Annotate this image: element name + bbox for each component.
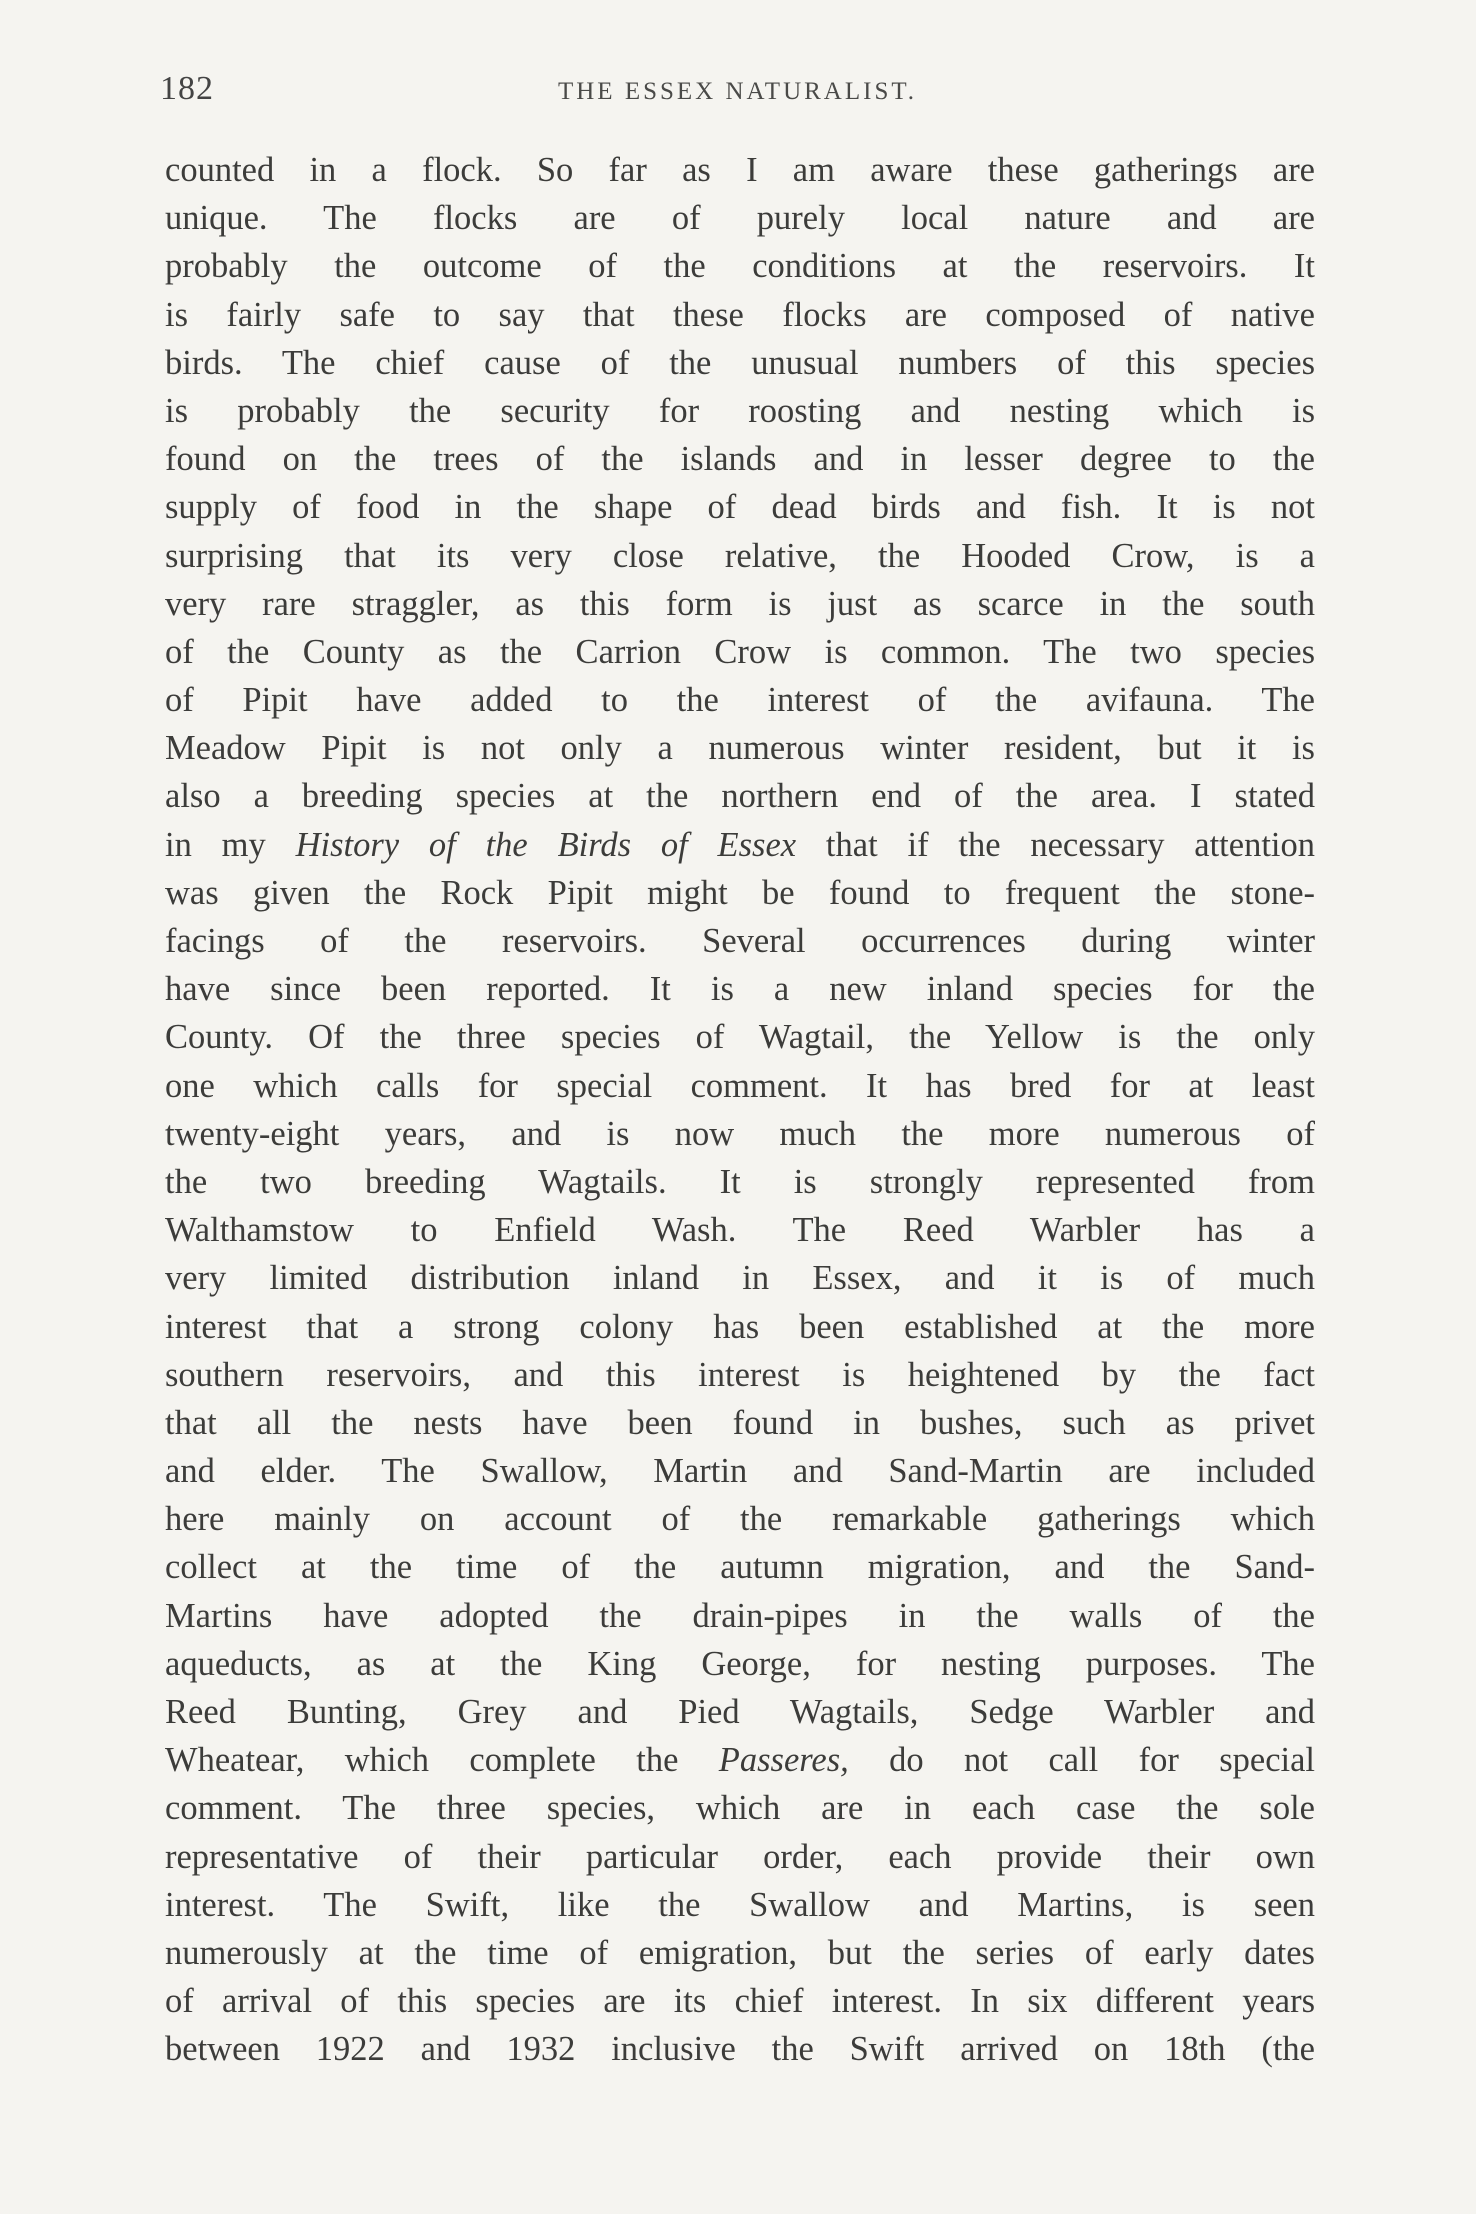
text-line: of arrival of this species are its chief interest. In six different years — [165, 1982, 1315, 2021]
text-line: very rare straggler, as this form is just as scarce in the south — [165, 584, 1315, 623]
text-line: is fairly safe to say that these flocks are composed of native — [165, 295, 1315, 334]
text-line: numerously at the time of emigration, but the series of early dates — [165, 1933, 1315, 1972]
text-line: unique. The flocks are of purely local nature and are — [165, 199, 1315, 238]
text-line: have since been reported. It is a new inland species for the — [165, 970, 1315, 1009]
text-line: supply of food in the shape of dead birds and fish. It is not — [165, 488, 1315, 527]
text-line: Reed Bunting, Grey and Pied Wagtails, Sedge Warbler and — [165, 1693, 1315, 1731]
text-line: and elder. The Swallow, Martin and Sand-Martin are included — [165, 1452, 1315, 1491]
text-line: that all the nests have been found in bushes, such as privet — [165, 1403, 1315, 1442]
text-line: one which calls for special comment. It has bred for at least — [165, 1066, 1315, 1105]
text-line: probably the outcome of the conditions at the reservoirs. It — [165, 247, 1315, 286]
text-line: the two breeding Wagtails. It is strongly represented from — [165, 1162, 1315, 1201]
text-line: of the County as the Carrion Crow is common. The two species — [165, 632, 1315, 671]
text-line: twenty-eight years, and is now much the more numerous of — [165, 1114, 1315, 1153]
text-line: was given the Rock Pipit might be found to frequent the stone- — [165, 873, 1315, 912]
text-line: birds. The chief cause of the unusual numbers of this species — [165, 343, 1315, 382]
text-line: found on the trees of the islands and in lesser degree to the — [165, 440, 1315, 479]
body-text — [165, 146, 1315, 2074]
text-line: Meadow Pipit is not only a numerous winter resident, but it is — [165, 729, 1315, 768]
italic-title: Passeres, — [718, 1741, 849, 1780]
text-line: facings of the reservoirs. Several occurrences during winter — [165, 922, 1315, 960]
running-title: THE ESSEX NATURALIST. — [557, 78, 918, 105]
text-line: southern reservoirs, and this interest is heightened by the fact — [165, 1355, 1315, 1394]
page-number: 182 — [160, 70, 214, 107]
text-line: Martins have adopted the drain-pipes in the walls of the — [165, 1596, 1315, 1635]
text-line: representative of their particular order, each provide their own — [165, 1837, 1315, 1876]
text-line: Walthamstow to Enfield Wash. The Reed Warbler has a — [165, 1211, 1315, 1250]
text-line: very limited distribution inland in Essex, and it is of much — [165, 1259, 1315, 1298]
text-line: interest that a strong colony has been established at the more — [165, 1307, 1315, 1346]
text-line: surprising that its very close relative, the Hooded Crow, is a — [165, 536, 1315, 575]
text-line: interest. The Swift, like the Swallow and Martins, is seen — [165, 1885, 1315, 1924]
text-line: comment. The three species, which are in each case the sole — [165, 1789, 1315, 1828]
running-head — [160, 70, 1315, 120]
text-line: of Pipit have added to the interest of the avifauna. The — [165, 681, 1315, 720]
text-line: counted in a flock. So far as I am aware these gatherings are — [165, 151, 1315, 189]
text-line: aqueducts, as at the King George, for nesting purposes. The — [165, 1644, 1315, 1683]
text-line: County. Of the three species of Wagtail, the Yellow is the only — [165, 1018, 1315, 1057]
text-line: between 1922 and 1932 inclusive the Swift arrived on 18th (the — [165, 2030, 1315, 2069]
text-line: in my History of the Birds of Essex that if the necessary attention — [165, 825, 1316, 864]
text-line: collect at the time of the autumn migration, and the Sand- — [165, 1548, 1315, 1587]
text-line: here mainly on account of the remarkable gatherings which — [165, 1500, 1315, 1539]
text-line: also a breeding species at the northern end of the area. I stated — [165, 777, 1315, 816]
text-line: is probably the security for roosting and nesting which is — [165, 391, 1315, 430]
text-line: Wheatear, which complete the Passeres, do not call for special — [165, 1741, 1315, 1780]
italic-title: History of the Birds of Essex — [295, 825, 797, 864]
